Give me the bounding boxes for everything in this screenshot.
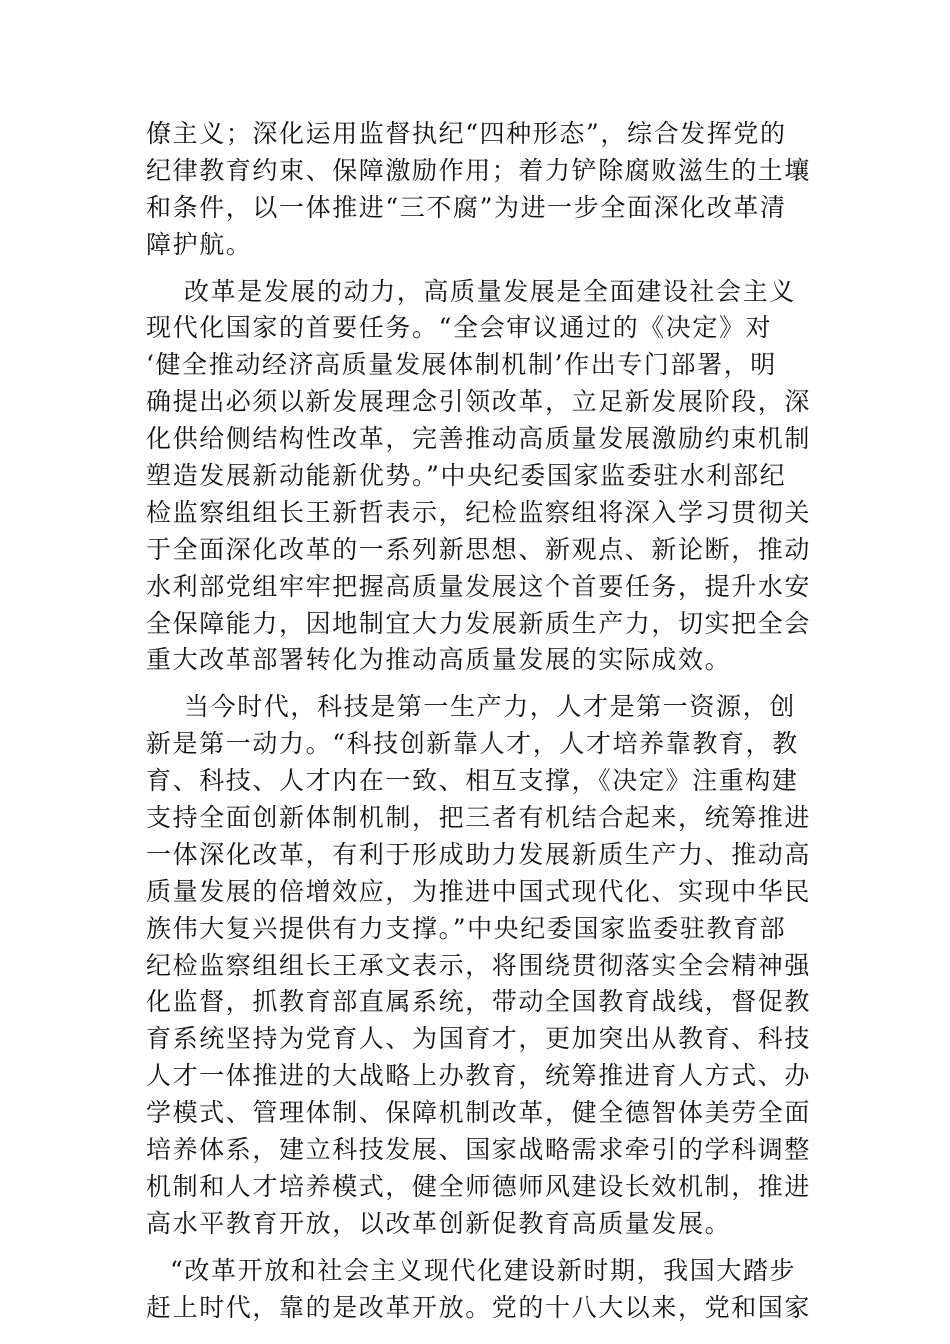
- text-line: 学模式、管理体制、保障机制改革，健全德智体美劳全面: [146, 1098, 812, 1128]
- text-line: 当今时代，科技是第一生产力，人才是第一资源，创: [184, 692, 796, 722]
- text-line: 水利部党组牢牢把握高质量发展这个首要任务，提升水安: [146, 571, 812, 601]
- document-body: [146, 116, 810, 1327]
- paragraph: [146, 689, 810, 1242]
- text-line: 化监督，抓教育部直属系统，带动全国教育战线，督促教: [146, 987, 812, 1017]
- text-line: 族伟大复兴提供有力支撑。”中央纪委国家监委驻教育部: [146, 913, 787, 943]
- text-line: 障护航。: [146, 229, 253, 259]
- text-line: 育系统坚持为党育人、为国育才，更加突出从教育、科技: [146, 1024, 812, 1054]
- text-line: “改革开放和社会主义现代化建设新时期，我国大踏步: [170, 1255, 797, 1285]
- text-line: 重大改革部署转化为推动高质量发展的实际成效。: [146, 645, 732, 675]
- text-line: 支持全面创新体制机制，把三者有机结合起来，统筹推进: [146, 803, 812, 833]
- text-line: 高水平教育开放，以改革创新促教育高质量发展。: [146, 1208, 732, 1238]
- text-line: 全保障能力，因地制宜大力发展新质生产力，切实把全会: [146, 608, 812, 638]
- text-line: 和条件，以一体推进“三不腐”为进一步全面深化改革清: [146, 192, 787, 222]
- text-line: 一体深化改革，有利于形成助力发展新质生产力、推动高: [146, 839, 812, 869]
- text-line: 质量发展的倍增效应，为推进中国式现代化、实现中华民: [146, 876, 812, 906]
- text-line: 机制和人才培养模式，健全师德师风建设长效机制，推进: [146, 1171, 812, 1201]
- paragraph: [146, 1253, 810, 1327]
- text-line: 化供给侧结构性改革，完善推动高质量发展激励约束机制: [146, 424, 812, 454]
- text-line: 检监察组组长王新哲表示，纪检监察组将深入学习贯彻关: [146, 497, 812, 527]
- text-line: 于全面深化改革的一系列新思想、新观点、新论断，推动: [146, 534, 812, 564]
- text-line: 纪律教育约束、保障激励作用；着力铲除腐败滋生的土壤: [146, 155, 812, 185]
- text-line: 赶上时代，靠的是改革开放。党的十八大以来，党和国家: [146, 1292, 812, 1322]
- text-line: 僚主义；深化运用监督执纪“四种形态”，综合发挥党的: [146, 119, 787, 148]
- text-line: 育、科技、人才内在一致、相互支撑，《决定》注重构建: [146, 766, 799, 796]
- text-line: 新是第一动力。“科技创新靠人才，人才培养靠教育，教: [146, 729, 799, 759]
- text-line: 现代化国家的首要任务。“全会审议通过的《决定》对: [146, 313, 773, 343]
- paragraph: [146, 116, 810, 264]
- text-line: 改革是发展的动力，高质量发展是全面建设社会主义: [184, 276, 796, 306]
- text-line: ‘健全推动经济高质量发展体制机制’作出专门部署，明: [146, 350, 777, 380]
- paragraph: [146, 274, 810, 680]
- text-line: 人才一体推进的大战略上办教育，统筹推进育人方式、办: [146, 1061, 812, 1091]
- text-line: 培养体系，建立科技发展、国家战略需求牵引的学科调整: [146, 1135, 812, 1165]
- text-line: 塑造发展新动能新优势。”中央纪委国家监委驻水利部纪: [146, 461, 787, 491]
- text-line: 确提出必须以新发展理念引领改革，立足新发展阶段，深: [146, 387, 812, 417]
- text-line: 纪检监察组组长王承文表示，将围绕贯彻落实全会精神强: [146, 950, 812, 980]
